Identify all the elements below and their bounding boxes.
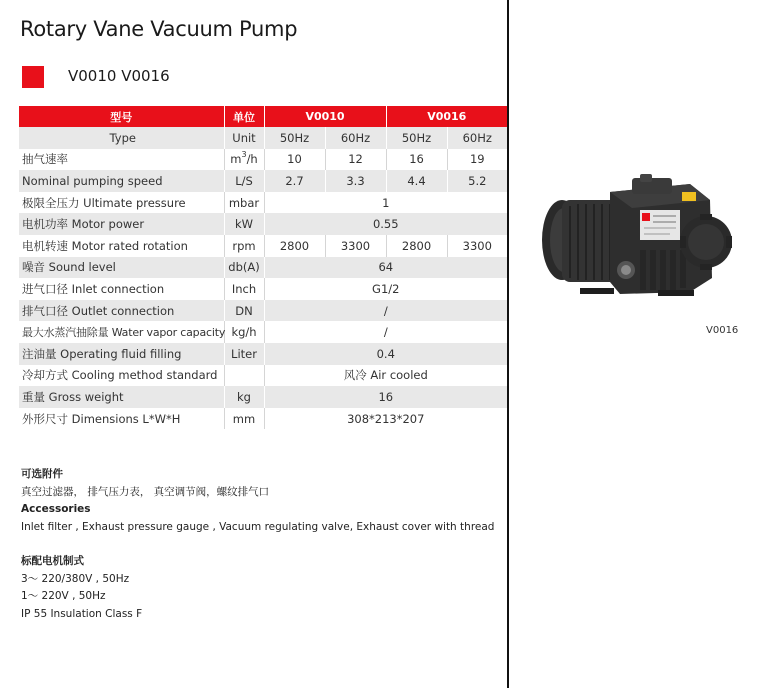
page-title: Rotary Vane Vacuum Pump — [20, 17, 298, 41]
row-value: 50Hz — [386, 127, 447, 149]
pump-image — [540, 170, 735, 315]
accessories-heading-en: Accessories — [21, 503, 91, 515]
row-name: Nominal pumping speed — [19, 170, 224, 192]
table-row — [19, 300, 507, 322]
row-value: 2.7 — [264, 170, 325, 192]
row-value: 3300 — [325, 235, 386, 257]
row-name: 噪音 Sound level — [19, 257, 224, 279]
table-row — [19, 192, 507, 214]
motor-line: 1～ 220V , 50Hz — [21, 590, 106, 602]
table-row — [19, 235, 507, 257]
row-value: 16 — [264, 386, 507, 408]
row-value: G1/2 — [264, 278, 507, 300]
row-value: 2800 — [264, 235, 325, 257]
header-unit: 单位 — [224, 106, 264, 127]
row-name: 外形尺寸 Dimensions L*W*H — [19, 408, 224, 430]
row-value: 16 — [386, 149, 447, 171]
notes-section — [21, 466, 494, 623]
row-value: 2800 — [386, 235, 447, 257]
row-unit — [224, 365, 264, 387]
row-value: / — [264, 300, 507, 322]
accessories-heading-cn: 可选附件 — [21, 468, 63, 480]
model-list: V0010 V0016 — [68, 67, 170, 85]
table-row — [19, 149, 507, 171]
row-value: 1 — [264, 192, 507, 214]
accessories-items-en: Inlet filter , Exhaust pressure gauge , Vacuum regulating valve, Exhaust cover with thread — [21, 520, 495, 533]
row-unit: mbar — [224, 192, 264, 214]
table-row — [19, 343, 507, 365]
row-value: 3300 — [447, 235, 507, 257]
table-row — [19, 257, 507, 279]
row-unit: rpm — [224, 235, 264, 257]
row-name: 抽气速率 — [19, 149, 224, 171]
unit-rest: /h — [246, 152, 258, 167]
row-value: 10 — [264, 149, 325, 171]
table-row — [19, 321, 507, 343]
row-name: 排气口径 Outlet connection — [19, 300, 224, 322]
row-value: / — [264, 321, 507, 343]
motor-heading: 标配电机制式 — [21, 555, 84, 567]
row-unit: Unit — [224, 127, 264, 149]
table-row — [19, 170, 507, 192]
header-model-1: V0010 — [264, 106, 386, 127]
row-unit: DN — [224, 300, 264, 322]
table-row — [19, 278, 507, 300]
table-row — [19, 408, 507, 430]
table-header-row — [19, 106, 507, 127]
table-row — [19, 127, 507, 149]
row-name: 重量 Gross weight — [19, 386, 224, 408]
row-value: 0.55 — [264, 213, 507, 235]
unit-superscript: 3 — [241, 150, 247, 160]
row-value: 12 — [325, 149, 386, 171]
row-name: 最大水蒸汽抽除量 Water vapor capacity — [19, 321, 224, 343]
table-row — [19, 365, 507, 387]
row-value: 19 — [447, 149, 507, 171]
row-unit: L/S — [224, 170, 264, 192]
row-value: 3.3 — [325, 170, 386, 192]
row-value: 风冷 Air cooled — [264, 365, 507, 387]
row-name: 进气口径 Inlet connection — [19, 278, 224, 300]
table-row — [19, 213, 507, 235]
image-caption: V0016 — [706, 325, 739, 336]
row-unit: Inch — [224, 278, 264, 300]
row-value: 4.4 — [386, 170, 447, 192]
row-name: 注油量 Operating fluid filling — [19, 343, 224, 365]
spec-table — [19, 106, 507, 429]
vertical-divider — [507, 0, 509, 688]
motor-line: IP 55 Insulation Class F — [21, 607, 143, 620]
row-value: 60Hz — [325, 127, 386, 149]
row-value: 5.2 — [447, 170, 507, 192]
row-value: 0.4 — [264, 343, 507, 365]
row-name: 冷却方式 Cooling method standard — [19, 365, 224, 387]
row-value: 308*213*207 — [264, 408, 507, 430]
motor-line: 3～ 220/380V , 50Hz — [21, 572, 130, 585]
row-value: 60Hz — [447, 127, 507, 149]
row-unit — [224, 149, 264, 171]
row-unit: db(A) — [224, 257, 264, 279]
row-name: 极限全压力 Ultimate pressure — [19, 192, 224, 214]
row-unit: mm — [224, 408, 264, 430]
unit-base: m — [230, 152, 242, 167]
row-unit: Liter — [224, 343, 264, 365]
red-marker — [22, 66, 44, 88]
row-unit: kg — [224, 386, 264, 408]
header-model: 型号 — [19, 106, 224, 127]
row-name: 电机转速 Motor rated rotation — [19, 235, 224, 257]
table-row — [19, 386, 507, 408]
header-model-2: V0016 — [386, 106, 507, 127]
row-unit: kW — [224, 213, 264, 235]
row-unit: kg/h — [224, 321, 264, 343]
row-name: Type — [19, 127, 224, 149]
row-name: 电机功率 Motor power — [19, 213, 224, 235]
row-value: 50Hz — [264, 127, 325, 149]
accessories-items-cn: 真空过滤器， 排气压力表， 真空调节阀，螺纹排气口 — [21, 485, 270, 498]
row-value: 64 — [264, 257, 507, 279]
